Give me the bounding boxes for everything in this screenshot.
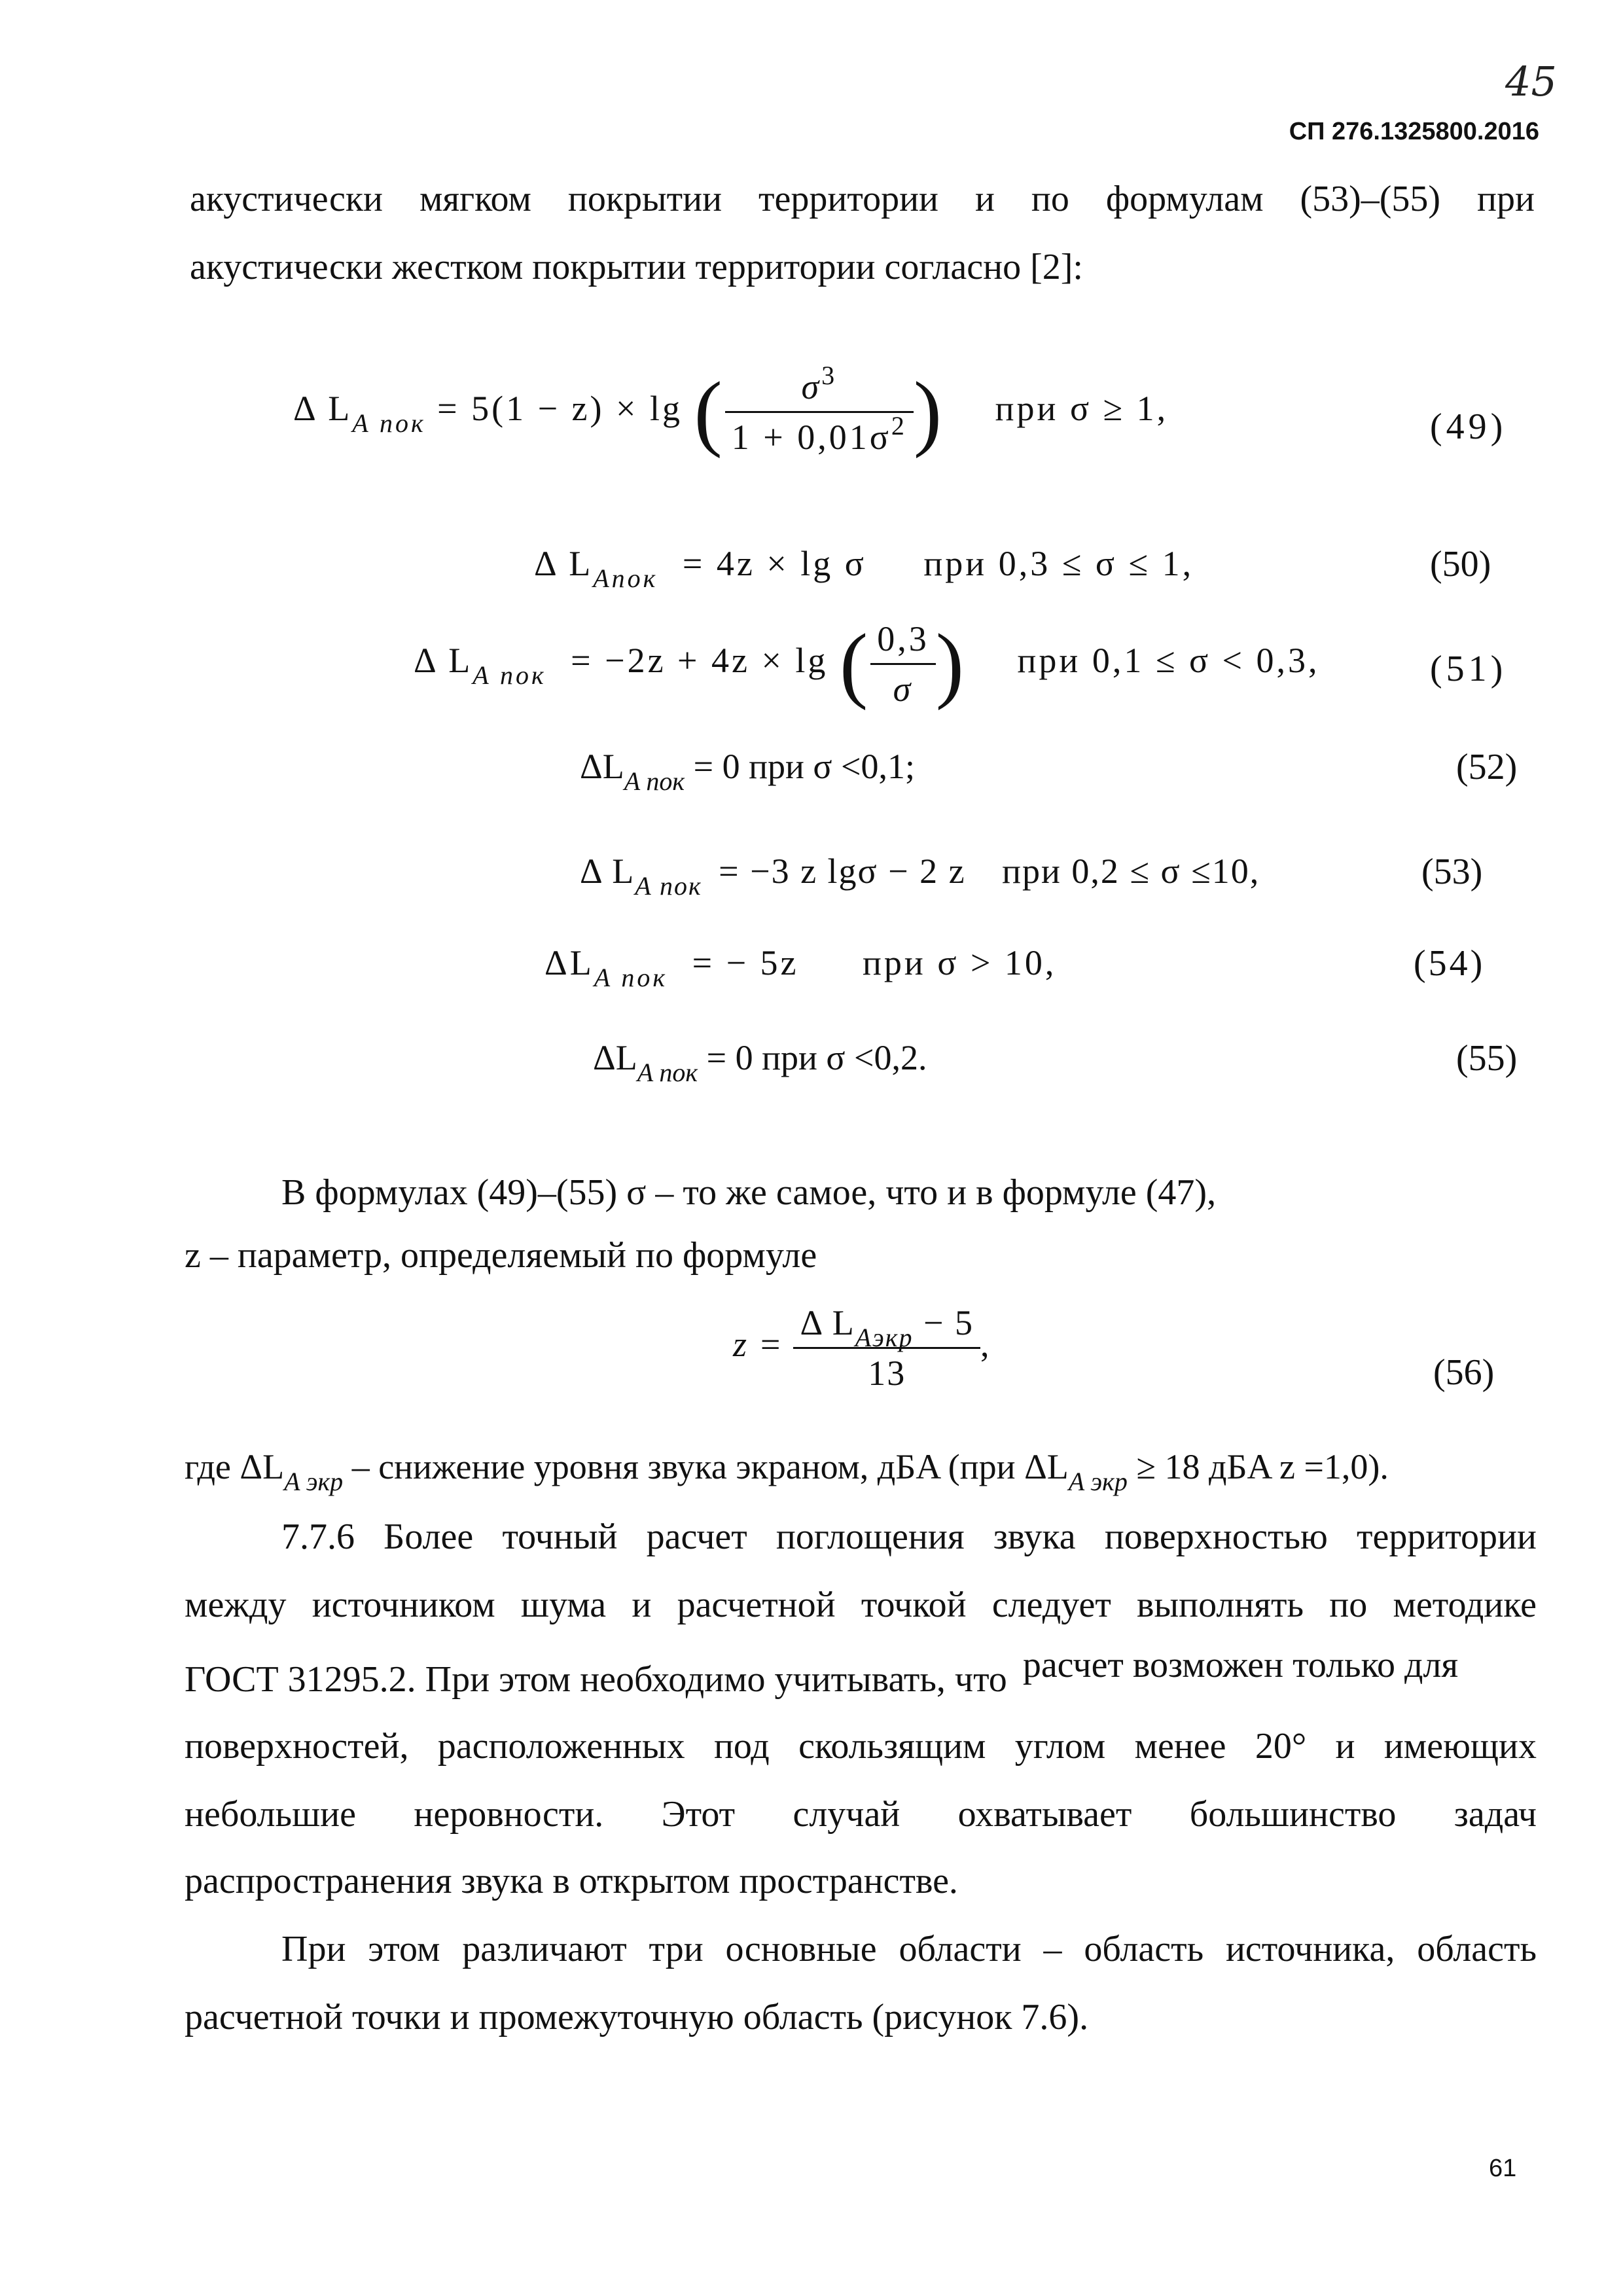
body-paragraph-1-line-1: В формулах (49)–(55) σ – то же самое, что и в формуле (47), [281,1172,1217,1213]
equation-51: Δ $L_{A пок} = -2z + 4z \times \lg$ ( $\frac{0,3}{\sigma}$ ) при 0,1 ≤ σ < 0,3, [414,617,1320,711]
section-776-line-5: небольшие неровности. Этот случай охватывает большинство задач [185,1794,1537,1835]
body-paragraph-1-line-2: z – параметр, определяемый по формуле [185,1235,817,1276]
section-776-line-1: 7.7.6 Более точный расчет поглощения звука поверхностью территории [281,1516,1537,1557]
page-number: 61 [1489,2155,1517,2182]
equation-54-label: (54) [1414,943,1486,984]
equation-52: $\Delta L_{A пок} = 0$ при σ <0,1; [580,747,915,796]
equation-56: z = $\frac{\Delta L_{Aэкр} - 5}{13}$ , [733,1303,991,1393]
equation-49-label: (49) [1430,406,1507,447]
equation-55: $\Delta L_{A пок} = 0$ при σ <0,2. [593,1038,927,1087]
section-776-line-4: поверхностей, расположенных под скользящим углом менее 20° и имеющих [185,1726,1537,1767]
equation-54: $\Delta L_{A пок}$ = − 5z при σ > 10, [544,943,1057,992]
where-definition-line: где $\Delta L_{A экр}$ – снижение уровня звука экраном, дБA (при $\Delta L_{A экр} \ge 18$ дБA z =1,0). [185,1447,1389,1496]
equation-56-label: (56) [1433,1352,1495,1393]
last-paragraph-line-1: При этом различают три основные области – область источника, область [281,1929,1537,1969]
last-paragraph-line-2: расчетной точки и промежуточную область (рисунок 7.6). [185,1997,1089,2037]
handwritten-page-mark: 45 [1505,58,1557,105]
document-code: СП 276.1325800.2016 [1289,118,1539,145]
equation-52-label: (52) [1456,747,1518,787]
section-776-line-6: распространения звука в открытом пространстве. [185,1861,958,1901]
equation-49: Δ $L_{A пок} = 5(1 - z) \times \lg$ ( $\frac{\sigma^3}{1 + 0,01\sigma^2}$ ) при σ ≥ 1, [293,361,1169,459]
equation-50-label: (50) [1430,544,1491,584]
equation-53: Δ $L_{A пок} = -3$ z lgσ − 2 z при 0,2 ≤ σ ≤10, [580,852,1260,901]
intro-line-1: акустически мягком покрытии территории и по формулам (53)–(55) при [190,179,1535,219]
section-776-line-3: ГОСТ 31295.2. При этом необходимо учитывать, что расчет возможен только для [185,1645,1459,1700]
section-776-line-2: между источником шума и расчетной точкой следует выполнять по методике [185,1585,1537,1625]
equation-55-label: (55) [1456,1038,1518,1079]
intro-line-2: акустически жестком покрытии территории согласно [2]: [190,247,1083,287]
equation-50: Δ $L_{Aпок} = 4z \times \lg \sigma$ при 0,3 ≤ σ ≤ 1, [534,544,1194,593]
equation-53-label: (53) [1421,852,1483,892]
equation-51-label: (51) [1430,649,1507,689]
